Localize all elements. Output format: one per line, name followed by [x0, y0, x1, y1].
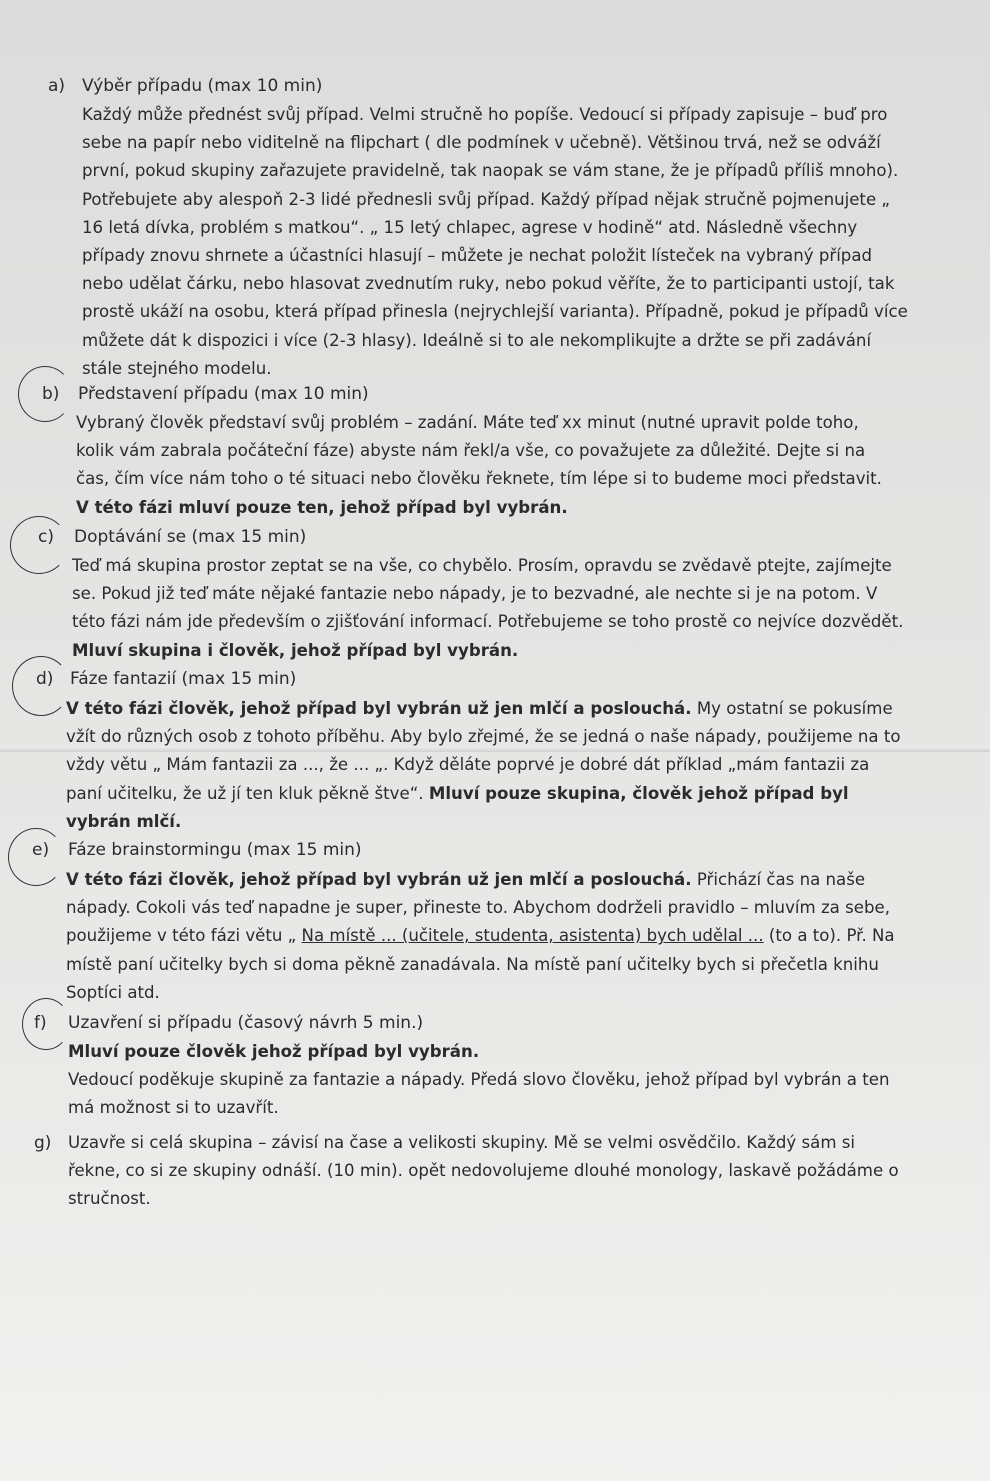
section-d-label: d)	[36, 669, 54, 689]
section-e-body	[66, 866, 906, 1007]
section-a-heading: Výběr případu (max 10 min)	[82, 76, 323, 96]
section-a-label: a)	[48, 76, 66, 96]
section-b-bold: V této fázi mluví pouze ten, jehož případ byl vybrán.	[76, 497, 568, 517]
section-e-bold-lead: V této fázi člověk, jehož případ byl vybrán už jen mlčí a poslouchá.	[66, 870, 692, 889]
section-g-text: Uzavře si celá skupina – závisí na čase a velikosti skupiny. Mě se velmi osvědčilo. Každý sám si řekne, co si ze skupiny odnáší. (10 min). opět nedovolujeme dlouhé monology, laskavě požádáme o stručnost.	[68, 1133, 899, 1209]
section-e-text-2: (to a to). Př. Na místě paní učitelky bych si doma pěkně zanadávala. Na místě paní učitelky bych si přečetla knihu Soptíci atd.	[66, 926, 895, 1002]
section-b-label: b)	[42, 384, 60, 404]
section-e-heading: Fáze brainstormingu (max 15 min)	[68, 840, 362, 860]
section-e-text-1: Přichází čas na naše nápady. Cokoli vás teď napadne je super, přineste to. Abychom dodrželi pravidlo – mluvím za sebe, použijeme v této fázi větu „	[66, 870, 890, 946]
section-d-heading: Fáze fantazií (max 15 min)	[70, 669, 297, 689]
section-d-bold-lead: V této fázi člověk, jehož případ byl vybrán už jen mlčí a poslouchá.	[66, 699, 692, 718]
section-b-body	[76, 409, 896, 522]
section-f-bold-lead: Mluví pouze člověk jehož případ byl vybrán.	[68, 1042, 480, 1061]
section-b-text: Vybraný člověk představí svůj problém – zadání. Máte teď xx minut (nutné upravit polde toho, kolik vám zabrala počáteční fáze) abyste nám řekl/a vše, co považujete za důležité. Dejte si na čas, čím více nám toho o té situaci nebo člověku řeknete, tím lépe si to budeme moci představit.	[76, 413, 882, 489]
section-d-bold: Mluví pouze skupina, člověk jehož případ byl vybrán mlčí.	[66, 783, 849, 831]
section-c-body	[72, 552, 904, 665]
section-g-label: g)	[34, 1133, 52, 1153]
section-g-body	[68, 1129, 908, 1214]
section-a-body	[82, 101, 912, 383]
section-c-text: Teď má skupina prostor zeptat se na vše, co chybělo. Prosím, opravdu se zvědavě ptejte, zajímejte se. Pokud již teď máte nějaké fantazie nebo nápady, je to bezvadné, ale nechte si je na potom. V této fázi nám jde především o zjišťování informací. Potřebujeme se toho prostě co nejvíce dozvědět.	[72, 556, 904, 632]
section-d-text: My ostatní se pokusíme vžít do různých osob z tohoto příběhu. Aby bylo zřejmé, že se jedná o naše nápady, použijeme na to vždy větu „ Mám fantazii za ..., že ... „. Když děláte poprvé je dobré dát příklad „mám fantazii za paní učitelku, že už jí ten kluk pěkně štve“.	[66, 699, 901, 803]
section-f-body	[68, 1038, 904, 1123]
section-f-text: Vedoucí poděkuje skupině za fantazie a nápady. Předá slovo člověku, jehož případ byl vybrán a ten má možnost si to uzavřít.	[68, 1070, 890, 1118]
section-c-label: c)	[38, 527, 54, 547]
section-c-bold: Mluví skupina i člověk, jehož případ byl vybrán.	[72, 640, 519, 660]
section-f-label: f)	[34, 1013, 47, 1033]
section-e-underlined: Na místě ... (učitele, studenta, asistenta) bych udělal ...	[301, 926, 764, 946]
section-d-body	[66, 695, 904, 836]
section-e-label: e)	[32, 840, 50, 860]
section-c-heading: Doptávání se (max 15 min)	[74, 527, 307, 547]
section-a-text: Každý může přednést svůj případ. Velmi stručně ho popíše. Vedoucí si případy zapisuje – buď pro sebe na papír nebo viditelně na flipchart ( dle podmínek v učebně). Většinou trvá, než se odváží první, pokud skupiny zařazujete pravidelně, tak naopak se vám stane, že je případů příliš mnoho). Potřebujete aby alespoň 2-3 lidé přednesli svůj případ. Každý případ nějak stručně pojmenujete „ 16 letá dívka, problém s matkou“. „ 15 letý chlapec, agrese v hodině“ atd. Následně všechny případy znovu shrnete a účastníci hlasují – můžete je nechat položit lísteček na vybraný případ nebo udělat čárku, nebo hlasovat zvednutím ruky, nebo pokud věříte, že to participanti ustojí, tak prostě ukáží na osobu, která případ přinesla (nejrychlejší varianta). Případně, pokud je případů více můžete dát k dispozici i více (2-3 hlasy). Ideálně si to ale nekomplikujte a držte se při zadávání stále stejného modelu.	[82, 105, 908, 378]
section-b-heading: Představení případu (max 10 min)	[78, 384, 369, 404]
section-f-heading: Uzavření si případu (časový návrh 5 min.)	[68, 1013, 424, 1033]
